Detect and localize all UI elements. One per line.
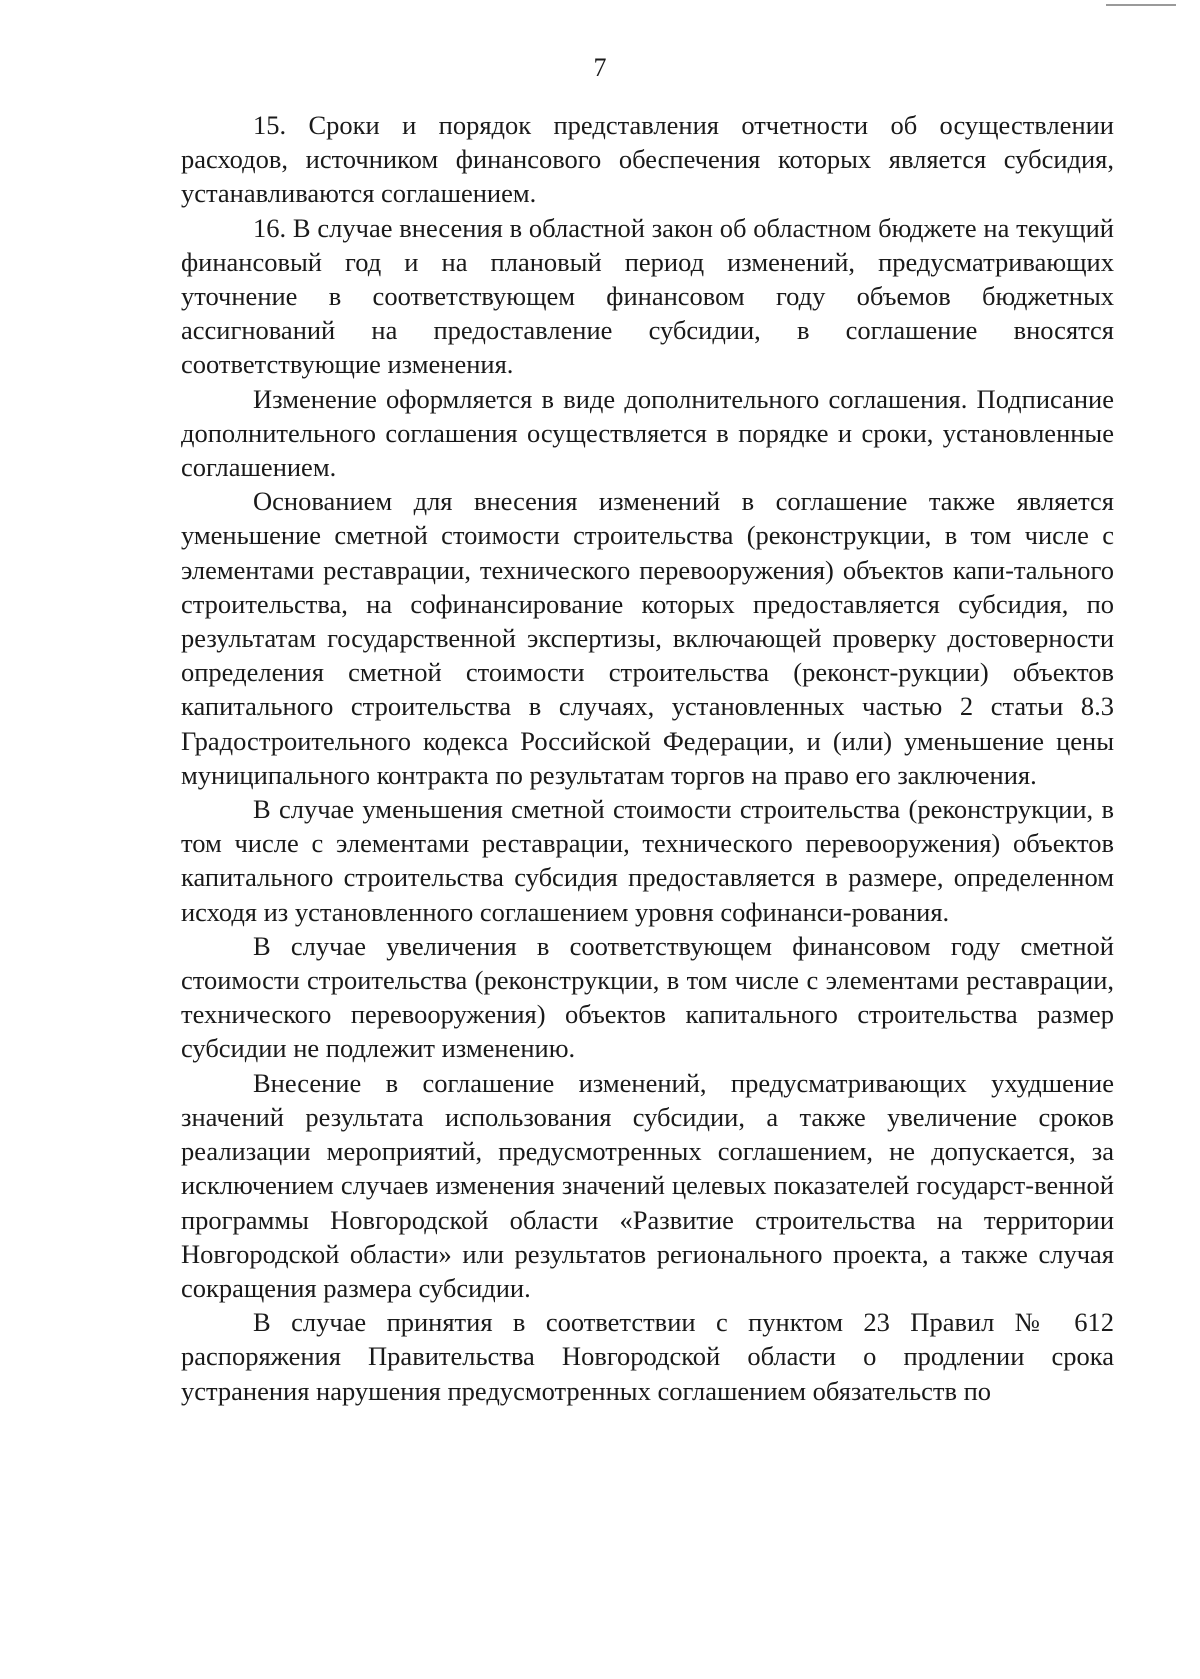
paragraph-cost-decrease: В случае уменьшения сметной стоимости строительства (реконструкции, в том числе с элементами реставрации, технического перевооружения) объектов капитального строительства субсидия предоставляется в размере, определенном исходя из установленного соглашением уровня софинанси-рования. [181, 794, 1114, 927]
paragraph-rule-612: В случае принятия в соответствии с пунктом 23 Правил № 612 распоряжения Правительства Новгородской области о продлении срока устранения нарушения предусмотренных соглашением обязательств по [181, 1307, 1114, 1406]
paragraph-15: 15. Сроки и порядок представления отчетности об осуществлении расходов, источником финансового обеспечения которых является субсидия, устанавливаются соглашением. [181, 110, 1114, 209]
page-number: 7 [593, 53, 607, 82]
document-body [181, 108, 1114, 1408]
paragraph-cost-increase: В случае увеличения в соответствующем финансовом году сметной стоимости строительства (реконструкции, в том числе с элементами реставрации, технического перевооружения) объектов капитального строительства размер субсидии не подлежит изменению. [181, 930, 1114, 1064]
scan-edge-mark [1106, 4, 1176, 6]
paragraph-grounds-for-changes: Основанием для внесения изменений в соглашение также является уменьшение сметной стоимости строительства (реконструкции, в том числе с элементами реставрации, технического перевооружения) объектов капи-тального строительства, на софинансирование которых предоставляется субсидия, по результатам государственной экспертизы, включающей проверку достоверности определения сметной стоимости строительства (реконст-рукции) объектов капитального строительства в случаях, установленных частью 2 статьи 8.3 Градостроительного кодекса Российской Федерации, и (или) уменьшение цены муниципального контракта по результатам торгов на право его заключения. [181, 486, 1114, 790]
paragraph-worsening-not-allowed: Внесение в соглашение изменений, предусматривающих ухудшение значений результата использования субсидии, а также увеличение сроков реализации мероприятий, предусмотренных соглашением, не допускается, за исключением случаев изменения значений целевых показателей государст-венной программы Новгородской области «Развитие строительства на территории Новгородской области» или результатов регионального проекта, а также случая сокращения размера субсидии. [181, 1067, 1114, 1303]
paragraph-amendment-form: Изменение оформляется в виде дополнительного соглашения. Подписание дополнительного соглашения осуществляется в порядке и сроки, установленные соглашением. [181, 383, 1114, 483]
paragraph-16: 16. В случае внесения в областной закон об областном бюджете на текущий финансовый год и на плановый период изменений, предусматривающих уточнение в соответствующем финансовом году объемов бюджетных ассигнований на предоставление субсидии, в соглашение вносятся соответствующие изменения. [181, 212, 1114, 380]
